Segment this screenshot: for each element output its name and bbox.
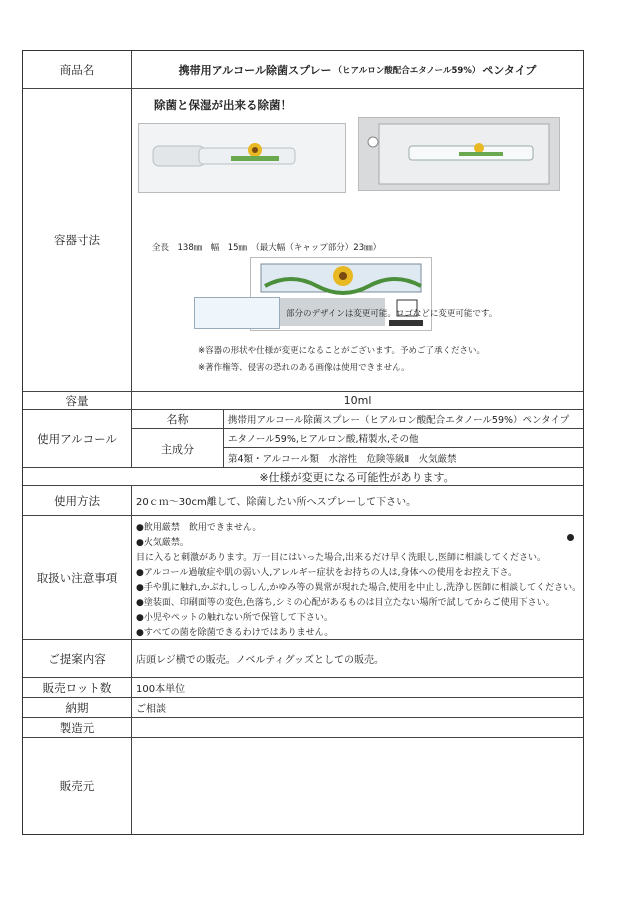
proposal-row xyxy=(23,640,583,678)
product-spec-sheet xyxy=(22,50,584,835)
product-name-tail: ペンタイプ xyxy=(482,63,537,77)
usage-row xyxy=(23,486,583,516)
product-name-value xyxy=(132,51,583,88)
seller-value xyxy=(132,738,583,834)
capacity-value-cell xyxy=(132,392,583,409)
editable-area-swatch xyxy=(194,297,280,329)
list-item: 目に入ると刺激があります。万一目にはいった場合,出来るだけ早く洗眼し,医師に相談してください。 xyxy=(136,553,547,563)
seller-label: 販売元 xyxy=(23,738,132,834)
list-item: ●火気厳禁。 xyxy=(136,538,189,548)
list-item: ●小児やペットの触れない所で保管して下さい。 xyxy=(136,613,333,623)
delivery-label: 納期 xyxy=(23,698,132,717)
alcohol-row xyxy=(23,410,583,468)
warning-copyright: ※著作権等、侵害の恐れのある画像は使用できません。 xyxy=(198,363,410,373)
design-note: 部分のデザインは変更可能。ロゴなどに変更可能です。 xyxy=(286,309,498,319)
maker-value xyxy=(132,718,583,737)
product-name-label: 商品名 xyxy=(23,51,132,88)
package-photo xyxy=(358,117,560,191)
container-headline: 除菌と保湿が出来る除菌！ xyxy=(154,98,292,112)
usage-label: 使用方法 xyxy=(23,486,132,515)
container-spec: 全長 138㎜ 幅 15㎜ （最大幅（キャップ部分）23㎜） xyxy=(152,243,382,253)
delivery-row xyxy=(23,698,583,718)
list-item: ●塗装面、印刷面等の変色,色落ち,シミの心配があるものは目立たない場所で試してからご使用下さい。 xyxy=(136,598,555,608)
container-label: 容器寸法 xyxy=(23,89,132,391)
product-name-row xyxy=(23,51,583,89)
maker-label: 製造元 xyxy=(23,718,132,737)
proposal-label: ご提案内容 xyxy=(23,640,132,677)
seller-row xyxy=(23,738,583,834)
lot-value: 100本単位 xyxy=(136,684,186,695)
alcohol-class-value: 第4類・アルコール類 水溶性 危険等級Ⅱ 火気厳禁 xyxy=(228,454,457,465)
proposal-value-cell xyxy=(132,640,583,677)
proposal-value: 店頭レジ横での販売。ノベルティグッズとしての販売。 xyxy=(136,655,385,666)
change-note-row xyxy=(23,468,583,486)
lot-label: 販売ロット数 xyxy=(23,678,132,697)
usage-value-cell xyxy=(132,486,583,515)
delivery-value: ご相談 xyxy=(136,704,166,715)
scan-mark xyxy=(567,534,574,541)
change-note: ※仕様が変更になる可能性があります。 xyxy=(259,470,455,484)
alcohol-name-label: 名称 xyxy=(132,410,224,429)
list-item: ●すべての菌を除菌できるわけではありません。 xyxy=(136,628,334,638)
product-name-main: 携帯用アルコール除菌スプレー xyxy=(178,63,332,77)
lot-value-cell xyxy=(132,678,583,697)
alcohol-label: 使用アルコール xyxy=(23,410,132,467)
lot-row xyxy=(23,678,583,698)
precautions-label: 取扱い注意事項 xyxy=(23,516,132,639)
alcohol-name-value: 携帯用アルコール除菌スプレー（ヒアルロン酸配合エタノール59%）ペンタイプ xyxy=(224,410,583,429)
container-row xyxy=(23,89,583,392)
product-name-paren: （ヒアルロン酸配合エタノール59%） xyxy=(333,65,481,76)
capacity-row xyxy=(23,392,583,410)
maker-row xyxy=(23,718,583,738)
precautions-list xyxy=(132,516,583,639)
delivery-value-cell xyxy=(132,698,583,717)
alcohol-ingredients-value: エタノール59%,ヒアルロン酸,精製水,その他 xyxy=(224,429,583,448)
precautions-row xyxy=(23,516,583,640)
pen-spray-photo xyxy=(138,123,346,193)
list-item: ●飲用厳禁 飲用できません。 xyxy=(136,523,262,533)
alcohol-ingredients-label: 主成分 xyxy=(132,429,224,468)
warning-shape-change: ※容器の形状や仕様が変更になることがございます。予めご了承ください。 xyxy=(198,346,485,356)
capacity-label: 容量 xyxy=(23,392,132,409)
capacity-value: 10ml xyxy=(343,394,372,407)
list-item: ●アルコール過敏症や肌の弱い人,アレルギー症状をお持ちの人は,身体への使用をお控え下さ。 xyxy=(136,568,518,578)
change-note-cell xyxy=(131,468,583,485)
container-value xyxy=(132,89,583,391)
usage-value: 20ｃｍ～30cm離して、除菌したい所へスプレーして下さい。 xyxy=(136,497,417,508)
list-item: ●手や肌に触れ,かぶれ,しっしん,かゆみ等の異常が現れた場合,使用を中止し,洗浄し医師に相談してください。 xyxy=(136,583,582,593)
